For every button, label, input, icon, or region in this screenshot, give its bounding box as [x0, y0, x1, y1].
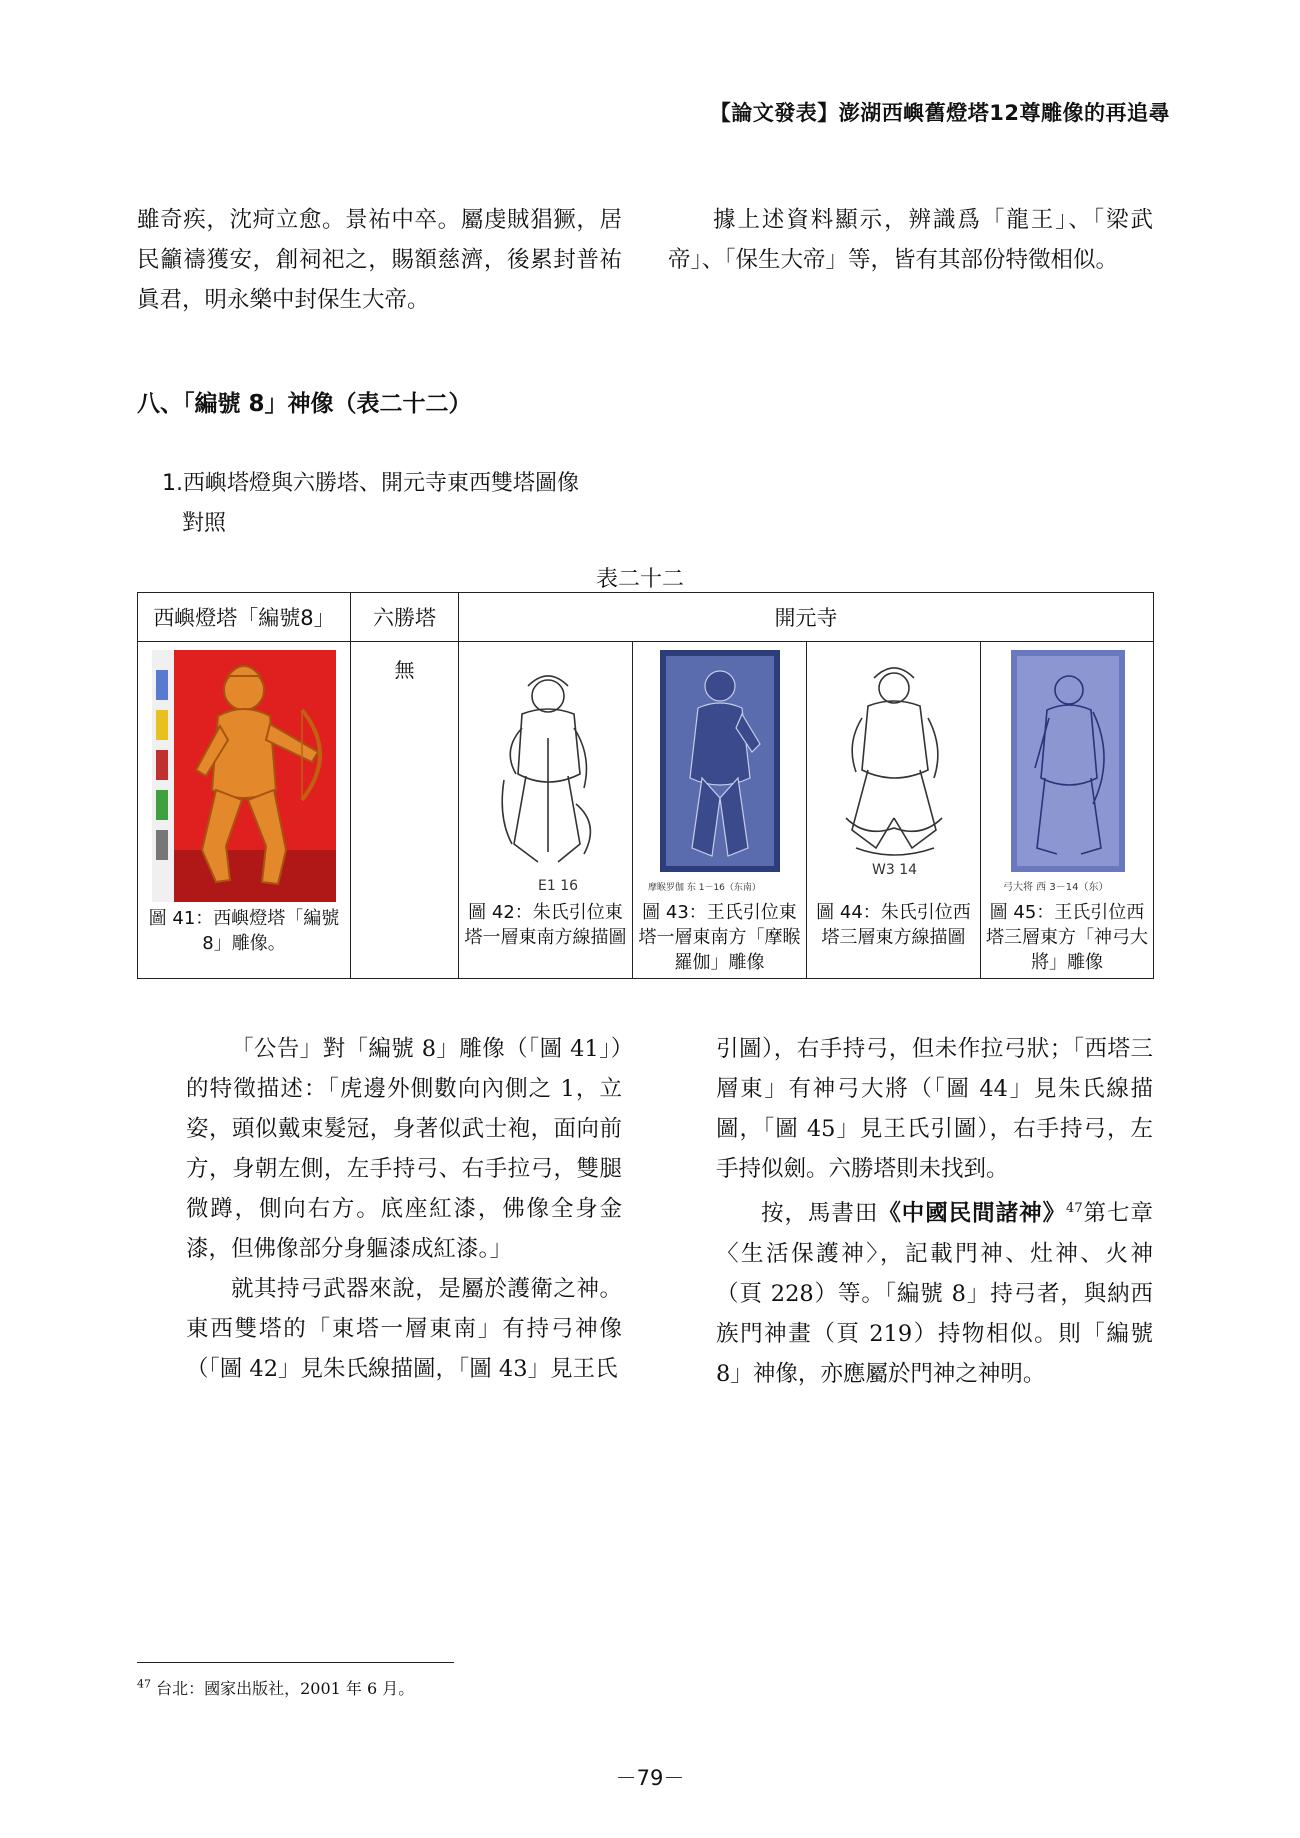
- cell-fig44: [807, 642, 981, 979]
- figure-42-caption: 圖 42：朱氏引位東塔一層東南方線描圖: [464, 902, 627, 948]
- top-left-paragraph: [137, 200, 622, 320]
- header-kaiyuan: 開元寺: [459, 593, 1154, 642]
- section-title: 八、「編號 8」神像（表二十二）: [137, 391, 472, 417]
- figure-42-image: [468, 648, 624, 896]
- body-left-paragraph-1: 「公告」對「編號 8」雕像（「圖 41」）的特徵描述：「虎邊外側數向內側之 1，立姿，頭似戴束髮冠，身著似武士袍，面向前方，身朝左側，左手持弓、右手拉弓，雙腿微蹲，側向右方。底座紅漆，佛像全身金漆，但佛像部分身軀漆成紅漆。」: [186, 1036, 622, 1262]
- running-header: 【論文發表】澎湖西嶼舊燈塔12尊雕像的再追尋: [709, 101, 1170, 125]
- figure-41-caption: 圖 41：西嶼燈塔「編號 8」雕像。: [148, 908, 340, 954]
- figure-43-image: [642, 648, 798, 896]
- figure-41-image: [152, 650, 336, 902]
- footnote: [137, 1676, 414, 1699]
- page-number: －79－: [615, 1766, 685, 1790]
- figure-45-caption: 圖 45：王氏引位西塔三層東方「神弓大將」雕像: [986, 902, 1148, 973]
- figure-42-label: E1 16: [537, 878, 578, 894]
- subsection-title: [162, 464, 642, 544]
- top-right-paragraph: [668, 200, 1153, 280]
- header-xiyu: 西嶼燈塔「編號8」: [138, 593, 351, 642]
- cell-fig42: [459, 642, 633, 979]
- subsection-line1: 1.西嶼塔燈與六勝塔、開元寺東西雙塔圖像: [162, 471, 579, 496]
- figure-44-caption: 圖 44：朱氏引位西塔三層東方線描圖: [816, 902, 971, 948]
- figure-45-image: [989, 648, 1145, 896]
- table-image-row: [138, 642, 1154, 979]
- figure-43-caption: 圖 43：王氏引位東塔一層東南方「摩睺羅伽」雕像: [638, 902, 801, 973]
- top-left-text: 雖奇疾，沈疴立愈。景祐中卒。屬虔賊猖獗，居民籲禱獲安，創祠祀之，賜額慈濟，後累封普祐眞君，明永樂中封保生大帝。: [137, 207, 622, 313]
- body-right-paragraph-1: 引圖），右手持弓，但未作拉弓狀；「西塔三層東」有神弓大將（「圖 44」見朱氏線描圖，「圖 45」見王氏引圖），右手持弓，左手持似劍。六勝塔則未找到。: [716, 1036, 1153, 1182]
- body-left-column: [186, 1029, 622, 1389]
- header-liusheng: 六勝塔: [351, 593, 459, 642]
- body-right-text-b: 第七章〈生活保護神〉，記載門神、灶神、火神（頁 228）等。「編號 8」持弓者，與納西族門神畫（頁 219）持物相似。則「編號 8」神像，亦應屬於門神之神明。: [716, 1200, 1153, 1387]
- comparison-table: [137, 592, 1154, 979]
- body-right-column: [716, 1029, 1153, 1394]
- body-right-paragraph-2: [716, 1189, 1153, 1394]
- figure-43-label: 摩睺罗伽 东 1－16（东南）: [647, 883, 761, 893]
- figure-45-label: 弓大将 西 3－14（东）: [1003, 882, 1109, 893]
- cell-fig41: [138, 642, 351, 979]
- body-left-paragraph-2: 就其持弓武器來說，是屬於護衛之神。東西雙塔的「東塔一層東南」有持弓神像（「圖 42」見朱氏線描圖，「圖 43」見王氏: [186, 1276, 622, 1382]
- footnote-number: 47: [137, 1677, 151, 1691]
- figure-44-image: [816, 648, 972, 896]
- cell-fig45: [981, 642, 1154, 979]
- cell-liusheng-none: [351, 642, 459, 979]
- body-right-text-a: 按，馬書田: [761, 1200, 879, 1227]
- top-right-text: 據上述資料顯示，辨識爲「龍王」、「梁武帝」、「保生大帝」等，皆有其部份特徵相似。: [668, 207, 1153, 273]
- figure-44-label: W3 14: [871, 862, 917, 878]
- table-header-row: [138, 593, 1154, 642]
- footnote-divider: [137, 1662, 454, 1663]
- footnote-text: 台北：國家出版社，2001 年 6 月。: [156, 1679, 415, 1698]
- footnote-ref: 47: [1066, 1201, 1083, 1216]
- book-title: 《中國民間諸神》: [878, 1200, 1067, 1227]
- subsection-line2: 對照: [182, 511, 227, 536]
- cell-fig43: [633, 642, 807, 979]
- none-text: 無: [394, 658, 415, 682]
- table-caption: 表二十二: [596, 567, 685, 592]
